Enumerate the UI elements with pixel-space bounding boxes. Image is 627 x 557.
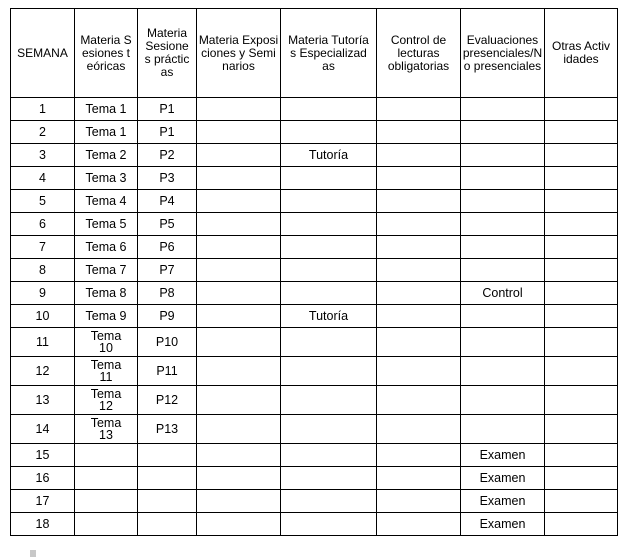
table-row [11,167,618,190]
table-row [11,513,618,536]
cell-practica [138,467,197,490]
cell-practica: P1 [138,98,197,121]
cell-lecturas [377,190,461,213]
header-tutorias-especializadas: Materia Tutorías Especializadas [281,9,377,98]
cell-otras [545,357,618,386]
header-sesiones-practicas: Materia Sesiones prácticas [138,9,197,98]
cell-otras [545,444,618,467]
cell-lecturas [377,415,461,444]
cell-semana: 16 [11,467,75,490]
cell-evaluacion: Control [461,282,545,305]
cell-tutoria [281,121,377,144]
cell-tema [75,467,138,490]
header-evaluaciones: Evaluaciones presenciales/No presenciales [461,9,545,98]
cell-otras [545,305,618,328]
cell-tema: Tema 2 [75,144,138,167]
cell-semana: 12 [11,357,75,386]
table-row [11,236,618,259]
cell-exposicion [197,357,281,386]
cell-exposicion [197,415,281,444]
table-row [11,144,618,167]
cell-practica: P10 [138,328,197,357]
cell-lecturas [377,490,461,513]
cell-semana: 6 [11,213,75,236]
cell-tutoria: Tutoría [281,144,377,167]
cell-otras [545,213,618,236]
cell-exposicion [197,305,281,328]
cell-exposicion [197,167,281,190]
cell-tutoria [281,467,377,490]
cell-lecturas [377,259,461,282]
cell-tema: Tema 11 [75,357,138,386]
cell-exposicion [197,236,281,259]
cell-semana: 8 [11,259,75,282]
header-exposiciones-seminarios: Materia Exposiciones y Seminarios [197,9,281,98]
cell-tutoria [281,513,377,536]
cell-evaluacion [461,190,545,213]
header-sesiones-teoricas: Materia Sesiones teóricas [75,9,138,98]
schedule-table [10,8,618,536]
cell-semana: 1 [11,98,75,121]
cell-exposicion [197,328,281,357]
cell-evaluacion [461,236,545,259]
cell-tutoria [281,415,377,444]
cell-otras [545,282,618,305]
cell-evaluacion: Examen [461,490,545,513]
cell-tutoria [281,490,377,513]
cell-otras [545,467,618,490]
cell-practica: P8 [138,282,197,305]
cell-tema: Tema 1 [75,121,138,144]
cell-otras [545,98,618,121]
cell-semana: 5 [11,190,75,213]
cell-otras [545,490,618,513]
cell-evaluacion [461,259,545,282]
cell-tema: Tema 6 [75,236,138,259]
cell-semana: 7 [11,236,75,259]
cell-tema: Tema 5 [75,213,138,236]
cell-lecturas [377,282,461,305]
table-row [11,259,618,282]
cell-tutoria [281,236,377,259]
cell-lecturas [377,328,461,357]
cell-exposicion [197,190,281,213]
cell-exposicion [197,467,281,490]
cell-lecturas [377,467,461,490]
table-row [11,190,618,213]
cell-tema [75,513,138,536]
table-row [11,490,618,513]
table-row [11,415,618,444]
cell-lecturas [377,357,461,386]
table-row [11,467,618,490]
table-row [11,282,618,305]
cell-tutoria [281,98,377,121]
header-control-lecturas: Control de lecturas obligatorias [377,9,461,98]
cell-evaluacion [461,305,545,328]
cell-evaluacion [461,98,545,121]
cell-otras [545,144,618,167]
cell-tutoria [281,328,377,357]
cell-exposicion [197,386,281,415]
cell-exposicion [197,213,281,236]
table-row [11,305,618,328]
cell-semana: 14 [11,415,75,444]
cell-lecturas [377,386,461,415]
cell-exposicion [197,282,281,305]
cell-tema: Tema 3 [75,167,138,190]
cell-evaluacion [461,167,545,190]
cell-exposicion [197,490,281,513]
cell-semana: 10 [11,305,75,328]
cell-tema: Tema 1 [75,98,138,121]
cell-lecturas [377,236,461,259]
cell-tema: Tema 9 [75,305,138,328]
cell-otras [545,386,618,415]
cell-semana: 13 [11,386,75,415]
cell-otras [545,121,618,144]
cell-practica: P6 [138,236,197,259]
cell-semana: 15 [11,444,75,467]
cell-exposicion [197,98,281,121]
cell-otras [545,328,618,357]
cell-practica [138,513,197,536]
cell-tema: Tema 8 [75,282,138,305]
cell-tutoria [281,444,377,467]
cell-evaluacion: Examen [461,467,545,490]
cell-evaluacion: Examen [461,513,545,536]
table-row [11,213,618,236]
cell-semana: 11 [11,328,75,357]
cell-evaluacion [461,386,545,415]
cell-semana: 4 [11,167,75,190]
cell-lecturas [377,144,461,167]
cell-exposicion [197,259,281,282]
cell-practica: P1 [138,121,197,144]
cell-tema: Tema 10 [75,328,138,357]
cell-practica: P5 [138,213,197,236]
cell-evaluacion [461,415,545,444]
cell-lecturas [377,305,461,328]
cell-tema [75,490,138,513]
cell-practica: P2 [138,144,197,167]
cell-tutoria [281,190,377,213]
cell-practica [138,490,197,513]
cell-exposicion [197,444,281,467]
cell-tema: Tema 7 [75,259,138,282]
cell-tutoria [281,282,377,305]
cell-lecturas [377,98,461,121]
cell-semana: 18 [11,513,75,536]
cell-semana: 17 [11,490,75,513]
cell-tutoria [281,259,377,282]
table-body [11,98,618,536]
cell-lecturas [377,444,461,467]
cell-practica: P7 [138,259,197,282]
cell-tema [75,444,138,467]
cell-exposicion [197,513,281,536]
cell-otras [545,415,618,444]
cell-practica: P4 [138,190,197,213]
cell-semana: 3 [11,144,75,167]
cell-semana: 9 [11,282,75,305]
cell-practica: P11 [138,357,197,386]
cell-practica: P12 [138,386,197,415]
cell-practica: P3 [138,167,197,190]
cell-evaluacion [461,328,545,357]
cell-lecturas [377,513,461,536]
cell-evaluacion [461,144,545,167]
cell-otras [545,167,618,190]
header-row [11,9,618,98]
cell-tutoria: Tutoría [281,305,377,328]
cell-tema: Tema 13 [75,415,138,444]
cell-practica: P9 [138,305,197,328]
cell-otras [545,190,618,213]
cell-practica: P13 [138,415,197,444]
cell-otras [545,513,618,536]
table-row [11,121,618,144]
cell-semana: 2 [11,121,75,144]
cell-lecturas [377,167,461,190]
cell-lecturas [377,121,461,144]
cell-evaluacion [461,121,545,144]
table-row [11,386,618,415]
cell-tema: Tema 4 [75,190,138,213]
table-row [11,328,618,357]
cell-tutoria [281,386,377,415]
table-row [11,98,618,121]
cell-tutoria [281,213,377,236]
cell-tutoria [281,357,377,386]
header-otras-actividades: Otras Actividades [545,9,618,98]
cell-evaluacion [461,357,545,386]
cell-otras [545,259,618,282]
cell-tema: Tema 12 [75,386,138,415]
cell-tutoria [281,167,377,190]
cell-otras [545,236,618,259]
table-row [11,357,618,386]
table-row [11,444,618,467]
cell-practica [138,444,197,467]
cell-lecturas [377,213,461,236]
text-cursor-mark [30,550,36,557]
cell-exposicion [197,144,281,167]
cell-evaluacion: Examen [461,444,545,467]
cell-exposicion [197,121,281,144]
header-semana: SEMANA [11,9,75,98]
cell-evaluacion [461,213,545,236]
